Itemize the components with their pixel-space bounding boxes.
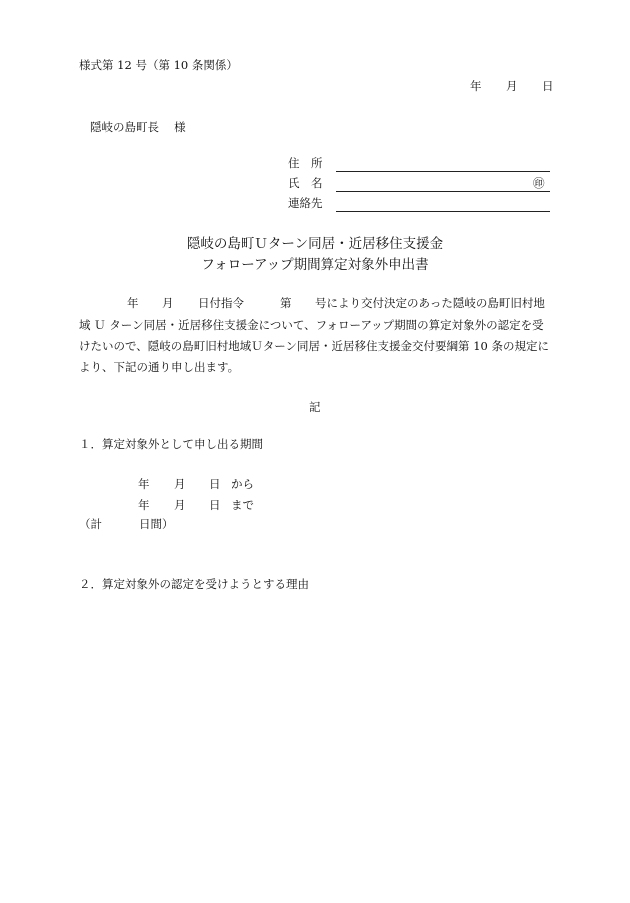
body-line-4: より、下記の通り申し出ます。 (79, 360, 240, 374)
address-field[interactable] (336, 171, 550, 172)
from-day: 日 (209, 477, 221, 491)
ki-mark: 記 (309, 400, 321, 414)
total-open: （計 (79, 517, 102, 531)
date-month-label: 月 (506, 79, 518, 93)
date-day-label: 日 (542, 79, 554, 93)
to-day: 日 (209, 498, 221, 512)
total-close: 日間） (139, 517, 174, 531)
body-year: 年 (127, 296, 139, 310)
contact-field[interactable] (336, 211, 550, 212)
body-month: 月 (162, 296, 174, 310)
date-year-label: 年 (470, 79, 482, 93)
from-month: 月 (174, 477, 186, 491)
address-label: 住 所 (288, 156, 323, 170)
section-1-heading: １．算定対象外として申し出る期間 (79, 437, 263, 451)
body-line-3: けたいので、隠岐の島町旧村地域Ｕターン同居・近居移住支援金交付要綱第 10 条の規定に (79, 339, 549, 353)
from-year: 年 (138, 477, 150, 491)
from-suffix: から (231, 477, 254, 491)
title-line-1: 隠岐の島町Ｕターン同居・近居移住支援金 (186, 236, 444, 252)
to-suffix: まで (231, 498, 254, 512)
body-line-1: 号により交付決定のあった隠岐の島町旧村地 (315, 296, 545, 310)
name-label: 氏 名 (288, 176, 323, 190)
form-number: 様式第 12 号（第 10 条関係） (79, 58, 238, 72)
section-2-heading: ２．算定対象外の認定を受けようとする理由 (79, 577, 309, 591)
body-date-ref: 日付指令 (198, 296, 244, 310)
addressee: 隠岐の島町長 様 (90, 120, 186, 134)
name-field[interactable] (336, 191, 550, 192)
seal-mark: ㊞ (533, 176, 545, 190)
contact-label: 連絡先 (288, 196, 323, 210)
body-dai: 第 (280, 296, 292, 310)
title-line-2: フォローアップ期間算定対象外申出書 (201, 257, 429, 273)
to-month: 月 (174, 498, 186, 512)
to-year: 年 (138, 498, 150, 512)
body-line-2: 域 Ｕ ターン同居・近居移住支援金について、フォローアップ期間の算定対象外の認定を受 (79, 318, 544, 332)
